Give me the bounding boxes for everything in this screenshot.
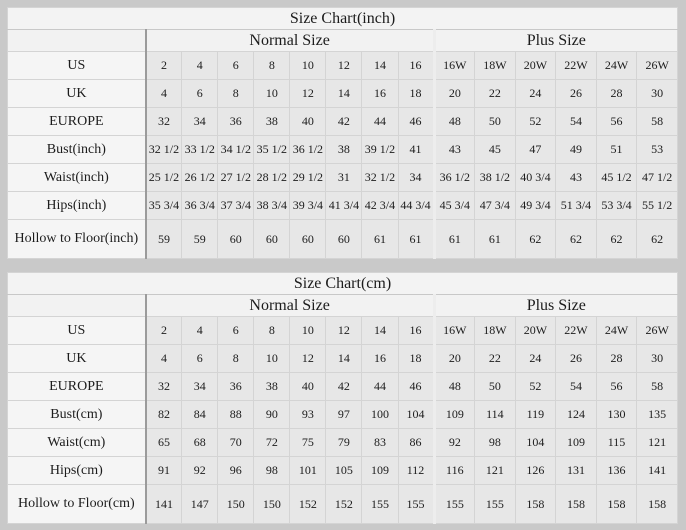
- value-cell: 40 3/4: [515, 164, 556, 192]
- value-cell: 8: [254, 52, 290, 80]
- value-cell: 61: [398, 220, 434, 259]
- value-cell: 41: [398, 136, 434, 164]
- value-cell: 16W: [434, 317, 475, 345]
- value-cell: 92: [182, 457, 218, 485]
- value-cell: 18: [398, 345, 434, 373]
- value-cell: 20: [434, 345, 475, 373]
- group-header-row: [8, 295, 678, 317]
- value-cell: 26: [556, 80, 597, 108]
- value-cell: 53: [637, 136, 678, 164]
- value-cell: 70: [218, 429, 254, 457]
- row-label: Bust(cm): [8, 401, 146, 429]
- value-cell: 8: [218, 80, 254, 108]
- value-cell: 152: [326, 485, 362, 524]
- value-cell: 83: [362, 429, 398, 457]
- value-cell: 97: [326, 401, 362, 429]
- table-row: [8, 136, 678, 164]
- value-cell: 12: [326, 52, 362, 80]
- value-cell: 26: [556, 345, 597, 373]
- corner-cell: [8, 295, 146, 317]
- group-header-row: [8, 30, 678, 52]
- value-cell: 35 3/4: [146, 192, 182, 220]
- value-cell: 96: [218, 457, 254, 485]
- value-cell: 79: [326, 429, 362, 457]
- row-label: UK: [8, 345, 146, 373]
- value-cell: 60: [290, 220, 326, 259]
- value-cell: 116: [434, 457, 475, 485]
- value-cell: 44: [362, 373, 398, 401]
- value-cell: 91: [146, 457, 182, 485]
- size-chart-inch-table: [7, 7, 678, 259]
- value-cell: 22: [475, 345, 516, 373]
- value-cell: 131: [556, 457, 597, 485]
- value-cell: 155: [475, 485, 516, 524]
- table-row: [8, 192, 678, 220]
- table-row: [8, 52, 678, 80]
- value-cell: 46: [398, 108, 434, 136]
- value-cell: 12: [290, 80, 326, 108]
- value-cell: 55 1/2: [637, 192, 678, 220]
- value-cell: 35 1/2: [254, 136, 290, 164]
- value-cell: 28 1/2: [254, 164, 290, 192]
- value-cell: 141: [146, 485, 182, 524]
- value-cell: 88: [218, 401, 254, 429]
- value-cell: 47: [515, 136, 556, 164]
- value-cell: 14: [362, 317, 398, 345]
- value-cell: 4: [182, 52, 218, 80]
- value-cell: 36: [218, 108, 254, 136]
- value-cell: 141: [637, 457, 678, 485]
- value-cell: 16: [398, 52, 434, 80]
- value-cell: 26W: [637, 317, 678, 345]
- table-row: [8, 317, 678, 345]
- value-cell: 51: [596, 136, 637, 164]
- value-cell: 72: [254, 429, 290, 457]
- value-cell: 45 1/2: [596, 164, 637, 192]
- value-cell: 38: [254, 373, 290, 401]
- group-header-normal: Normal Size: [146, 295, 434, 317]
- value-cell: 61: [475, 220, 516, 259]
- value-cell: 16: [362, 345, 398, 373]
- row-label: UK: [8, 80, 146, 108]
- value-cell: 53 3/4: [596, 192, 637, 220]
- value-cell: 36 1/2: [290, 136, 326, 164]
- value-cell: 10: [254, 345, 290, 373]
- value-cell: 42: [326, 373, 362, 401]
- value-cell: 150: [254, 485, 290, 524]
- value-cell: 105: [326, 457, 362, 485]
- value-cell: 49: [556, 136, 597, 164]
- value-cell: 20: [434, 80, 475, 108]
- value-cell: 39 1/2: [362, 136, 398, 164]
- value-cell: 98: [254, 457, 290, 485]
- value-cell: 32: [146, 373, 182, 401]
- value-cell: 109: [434, 401, 475, 429]
- size-chart-cm-table: [7, 272, 678, 524]
- value-cell: 121: [637, 429, 678, 457]
- value-cell: 54: [556, 373, 597, 401]
- value-cell: 62: [637, 220, 678, 259]
- value-cell: 40: [290, 108, 326, 136]
- value-cell: 43: [434, 136, 475, 164]
- value-cell: 82: [146, 401, 182, 429]
- value-cell: 93: [290, 401, 326, 429]
- value-cell: 14: [326, 345, 362, 373]
- value-cell: 30: [637, 345, 678, 373]
- value-cell: 126: [515, 457, 556, 485]
- value-cell: 32: [146, 108, 182, 136]
- value-cell: 130: [596, 401, 637, 429]
- value-cell: 18W: [475, 52, 516, 80]
- row-label: Waist(inch): [8, 164, 146, 192]
- value-cell: 62: [596, 220, 637, 259]
- value-cell: 98: [475, 429, 516, 457]
- value-cell: 14: [326, 80, 362, 108]
- value-cell: 56: [596, 108, 637, 136]
- value-cell: 47 1/2: [637, 164, 678, 192]
- value-cell: 101: [290, 457, 326, 485]
- value-cell: 24W: [596, 317, 637, 345]
- value-cell: 34: [182, 108, 218, 136]
- value-cell: 22: [475, 80, 516, 108]
- value-cell: 25 1/2: [146, 164, 182, 192]
- value-cell: 42: [326, 108, 362, 136]
- value-cell: 10: [290, 52, 326, 80]
- value-cell: 124: [556, 401, 597, 429]
- value-cell: 49 3/4: [515, 192, 556, 220]
- table-row: [8, 401, 678, 429]
- value-cell: 4: [146, 80, 182, 108]
- table-title: Size Chart(inch): [8, 8, 678, 30]
- group-header-plus: Plus Size: [434, 295, 677, 317]
- value-cell: 48: [434, 108, 475, 136]
- value-cell: 155: [362, 485, 398, 524]
- group-header-normal: Normal Size: [146, 30, 434, 52]
- value-cell: 38 1/2: [475, 164, 516, 192]
- value-cell: 16: [362, 80, 398, 108]
- value-cell: 34: [182, 373, 218, 401]
- value-cell: 60: [326, 220, 362, 259]
- value-cell: 92: [434, 429, 475, 457]
- value-cell: 109: [556, 429, 597, 457]
- row-label: EUROPE: [8, 108, 146, 136]
- table-title-row: [8, 8, 678, 30]
- value-cell: 34: [398, 164, 434, 192]
- value-cell: 61: [362, 220, 398, 259]
- value-cell: 16W: [434, 52, 475, 80]
- value-cell: 45 3/4: [434, 192, 475, 220]
- value-cell: 50: [475, 373, 516, 401]
- value-cell: 26W: [637, 52, 678, 80]
- value-cell: 16: [398, 317, 434, 345]
- value-cell: 10: [290, 317, 326, 345]
- value-cell: 8: [254, 317, 290, 345]
- value-cell: 37 3/4: [218, 192, 254, 220]
- value-cell: 6: [182, 80, 218, 108]
- table-title-row: [8, 273, 678, 295]
- value-cell: 28: [596, 80, 637, 108]
- value-cell: 104: [398, 401, 434, 429]
- value-cell: 27 1/2: [218, 164, 254, 192]
- value-cell: 58: [637, 108, 678, 136]
- value-cell: 12: [326, 317, 362, 345]
- value-cell: 109: [362, 457, 398, 485]
- value-cell: 45: [475, 136, 516, 164]
- table-title: Size Chart(cm): [8, 273, 678, 295]
- table-row: [8, 164, 678, 192]
- value-cell: 36 1/2: [434, 164, 475, 192]
- value-cell: 84: [182, 401, 218, 429]
- value-cell: 20W: [515, 52, 556, 80]
- value-cell: 32 1/2: [146, 136, 182, 164]
- value-cell: 28: [596, 345, 637, 373]
- value-cell: 24: [515, 345, 556, 373]
- value-cell: 39 3/4: [290, 192, 326, 220]
- table-row: [8, 220, 678, 259]
- value-cell: 22W: [556, 52, 597, 80]
- value-cell: 38: [254, 108, 290, 136]
- value-cell: 56: [596, 373, 637, 401]
- table-row: [8, 485, 678, 524]
- value-cell: 147: [182, 485, 218, 524]
- value-cell: 4: [182, 317, 218, 345]
- value-cell: 2: [146, 52, 182, 80]
- value-cell: 121: [475, 457, 516, 485]
- value-cell: 75: [290, 429, 326, 457]
- value-cell: 158: [556, 485, 597, 524]
- value-cell: 43: [556, 164, 597, 192]
- value-cell: 47 3/4: [475, 192, 516, 220]
- row-label: Waist(cm): [8, 429, 146, 457]
- value-cell: 44: [362, 108, 398, 136]
- value-cell: 104: [515, 429, 556, 457]
- value-cell: 31: [326, 164, 362, 192]
- table-row: [8, 373, 678, 401]
- value-cell: 32 1/2: [362, 164, 398, 192]
- value-cell: 18W: [475, 317, 516, 345]
- table-row: [8, 345, 678, 373]
- value-cell: 36 3/4: [182, 192, 218, 220]
- value-cell: 59: [146, 220, 182, 259]
- value-cell: 46: [398, 373, 434, 401]
- value-cell: 41 3/4: [326, 192, 362, 220]
- row-label: Hips(cm): [8, 457, 146, 485]
- value-cell: 48: [434, 373, 475, 401]
- value-cell: 29 1/2: [290, 164, 326, 192]
- table-row: [8, 80, 678, 108]
- value-cell: 14: [362, 52, 398, 80]
- value-cell: 60: [218, 220, 254, 259]
- value-cell: 60: [254, 220, 290, 259]
- value-cell: 158: [596, 485, 637, 524]
- value-cell: 155: [398, 485, 434, 524]
- value-cell: 114: [475, 401, 516, 429]
- value-cell: 40: [290, 373, 326, 401]
- row-label: US: [8, 317, 146, 345]
- value-cell: 136: [596, 457, 637, 485]
- value-cell: 12: [290, 345, 326, 373]
- value-cell: 65: [146, 429, 182, 457]
- value-cell: 135: [637, 401, 678, 429]
- value-cell: 52: [515, 108, 556, 136]
- value-cell: 112: [398, 457, 434, 485]
- value-cell: 158: [637, 485, 678, 524]
- value-cell: 100: [362, 401, 398, 429]
- value-cell: 6: [218, 52, 254, 80]
- table-row: [8, 108, 678, 136]
- group-header-plus: Plus Size: [434, 30, 677, 52]
- row-label: Hips(inch): [8, 192, 146, 220]
- value-cell: 6: [218, 317, 254, 345]
- corner-cell: [8, 30, 146, 52]
- value-cell: 50: [475, 108, 516, 136]
- value-cell: 10: [254, 80, 290, 108]
- row-label: US: [8, 52, 146, 80]
- value-cell: 22W: [556, 317, 597, 345]
- value-cell: 86: [398, 429, 434, 457]
- value-cell: 36: [218, 373, 254, 401]
- table-row: [8, 457, 678, 485]
- row-label: Hollow to Floor(cm): [8, 485, 146, 524]
- value-cell: 33 1/2: [182, 136, 218, 164]
- value-cell: 62: [556, 220, 597, 259]
- value-cell: 8: [218, 345, 254, 373]
- value-cell: 30: [637, 80, 678, 108]
- value-cell: 68: [182, 429, 218, 457]
- value-cell: 24W: [596, 52, 637, 80]
- value-cell: 58: [637, 373, 678, 401]
- value-cell: 52: [515, 373, 556, 401]
- value-cell: 20W: [515, 317, 556, 345]
- value-cell: 18: [398, 80, 434, 108]
- value-cell: 59: [182, 220, 218, 259]
- value-cell: 38 3/4: [254, 192, 290, 220]
- value-cell: 24: [515, 80, 556, 108]
- value-cell: 51 3/4: [556, 192, 597, 220]
- value-cell: 62: [515, 220, 556, 259]
- value-cell: 26 1/2: [182, 164, 218, 192]
- value-cell: 4: [146, 345, 182, 373]
- value-cell: 150: [218, 485, 254, 524]
- value-cell: 61: [434, 220, 475, 259]
- value-cell: 155: [434, 485, 475, 524]
- value-cell: 42 3/4: [362, 192, 398, 220]
- value-cell: 115: [596, 429, 637, 457]
- value-cell: 44 3/4: [398, 192, 434, 220]
- row-label: EUROPE: [8, 373, 146, 401]
- value-cell: 158: [515, 485, 556, 524]
- value-cell: 38: [326, 136, 362, 164]
- value-cell: 119: [515, 401, 556, 429]
- row-label: Bust(inch): [8, 136, 146, 164]
- value-cell: 2: [146, 317, 182, 345]
- value-cell: 34 1/2: [218, 136, 254, 164]
- value-cell: 90: [254, 401, 290, 429]
- value-cell: 6: [182, 345, 218, 373]
- row-label: Hollow to Floor(inch): [8, 220, 146, 259]
- table-row: [8, 429, 678, 457]
- value-cell: 54: [556, 108, 597, 136]
- value-cell: 152: [290, 485, 326, 524]
